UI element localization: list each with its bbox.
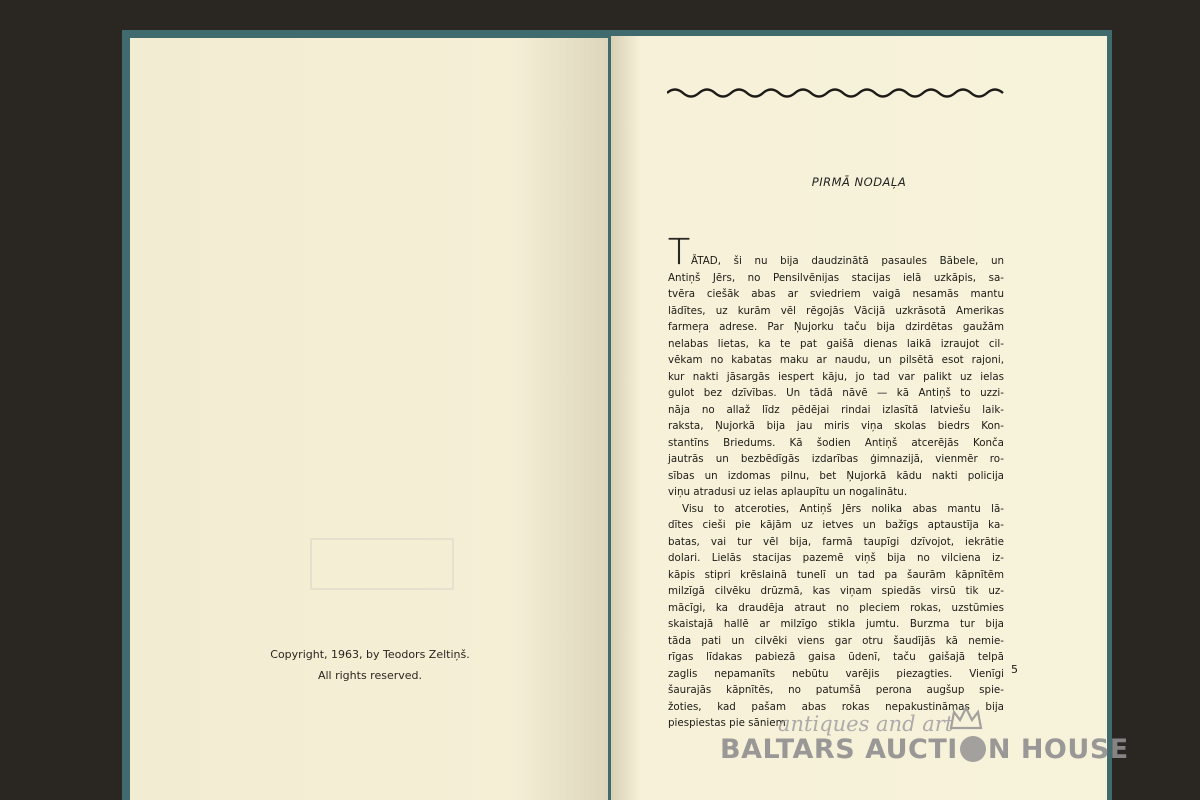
text-line: Visu to atceroties, Antiņš Jērs nolika abas mantu lā-: [682, 502, 1004, 515]
text-line: jautrās un bezbēdīgās izdarības ģimnazijā, vienmēr ro-: [668, 453, 1004, 465]
left-page: [130, 38, 608, 800]
watermark-tagline: antiques and art: [778, 712, 954, 736]
text-line: milzīgā cilvēku drūzmā, kas viņam spiedās virsū tik uz-: [668, 585, 1004, 597]
text-line: kāpis stipri krēslainā tunelī un tad pa šaurām kāpnītēm: [668, 568, 1004, 581]
text-line: vēkam no kabatas maku ar naudu, un pilsētā esot rajoni,: [668, 354, 1004, 366]
show-through-author: [200, 90, 540, 104]
text-line: piespiestas pie sāniem.: [668, 717, 789, 729]
text-line: viņu atradusi uz ielas aplaupītu un nogalinātu.: [668, 486, 908, 498]
text-line: kur nakti jāsargās iespert kāju, jo tad var palikt uz ielas: [668, 370, 1004, 383]
copyright-line: Copyright, 1963, by Teodors Zeltiņš.: [270, 648, 470, 661]
text-line: šaurajās kāpnītēs, no patumšā perona augšup spie-: [668, 684, 1004, 696]
text-line: dītes cieši pie kājām uz ietves un bažīgs aptaustīja ka-: [668, 519, 1004, 531]
dropcap-line: [668, 232, 1004, 273]
text-line: zaglis nepamanīts nebūtu varējis piezagties. Vienīgi: [668, 667, 1004, 680]
text-line: nāja no allaž līdz pēdējai rindai izlasītā latviešu laik-: [668, 403, 1004, 416]
text-line: tāda pati un cilvēki viens gar otru šaudījās kā nemie-: [668, 634, 1004, 647]
text-line: sības un izdomas pilnu, bet Ņujorkā kādu nakti policija: [668, 469, 1004, 482]
text-line: gulot bez dzīvības. Un tādā nāvē — kā Antiņš to uzzi-: [668, 387, 1004, 399]
text-line: lādītes, uz kurām vēl rēgojās Vācijā uzkrāsotā Amerikas: [668, 304, 1004, 317]
page-number: 5: [1011, 663, 1018, 676]
text-line: raksta, Ņujorkā bija jau miris viņa skolas biedrs Kon-: [668, 420, 1004, 432]
rights-line: All rights reserved.: [317, 669, 423, 682]
text-line: batas, vai tur vēl bija, farmā taupīgi dzīvojot, iekrātie: [668, 535, 1004, 548]
watermark-name-start: BALTARS AUCTI: [720, 734, 958, 765]
text-line: ĀTAD, ši nu bija daudzinātā pasaules Bābele, un: [691, 255, 1004, 267]
right-page: [611, 36, 1107, 800]
text-line: stantīns Briedums. Kā šodien Antiņš atcerējās Konča: [668, 436, 1004, 449]
paragraph-2: [668, 501, 1004, 732]
paragraph-1: [668, 232, 1004, 501]
watermark-name-end: N HOUSE: [987, 734, 1129, 765]
text-line: rīgas līdakas pabiezā gaisa ūdenī, taču gaišajā telpā: [668, 651, 1004, 663]
text-line: farmeŗa adrese. Par Ņujorku taču bija dzirdētas gaužām: [668, 321, 1004, 333]
drop-cap: T: [668, 232, 690, 273]
wave-ornament: [667, 86, 1007, 100]
copyright-notice: [200, 644, 540, 686]
text-line: nelabas lietas, ka te pat gaišā dienas laikā izraujot cil-: [668, 337, 1004, 350]
chapter-title: PIRMĀ NODAĻA: [811, 175, 907, 189]
text-line: tvēra ciešāk abas ar sviedriem vaigā nesamās mantu: [668, 288, 1004, 300]
library-stamp: [310, 538, 454, 590]
text-line: dolari. Lielās stacijas pazemē viņš bija no vilciena iz-: [668, 552, 1004, 564]
chapter-body: [668, 232, 1004, 732]
text-line: Antiņš Jērs, no Pensilvēnijas stacijas ielā uzkāpis, sa-: [668, 271, 1004, 284]
text-line: skaistajā hallē ar milzīgo stikla jumtu. Burzma tur bija: [668, 618, 1004, 630]
text-line: žoties, kad pašam abas rokas nepakustināmas bija: [668, 700, 1004, 713]
text-line: mācīgi, ka draudēja atraut no pleciem rokas, uzstūmies: [668, 601, 1004, 614]
